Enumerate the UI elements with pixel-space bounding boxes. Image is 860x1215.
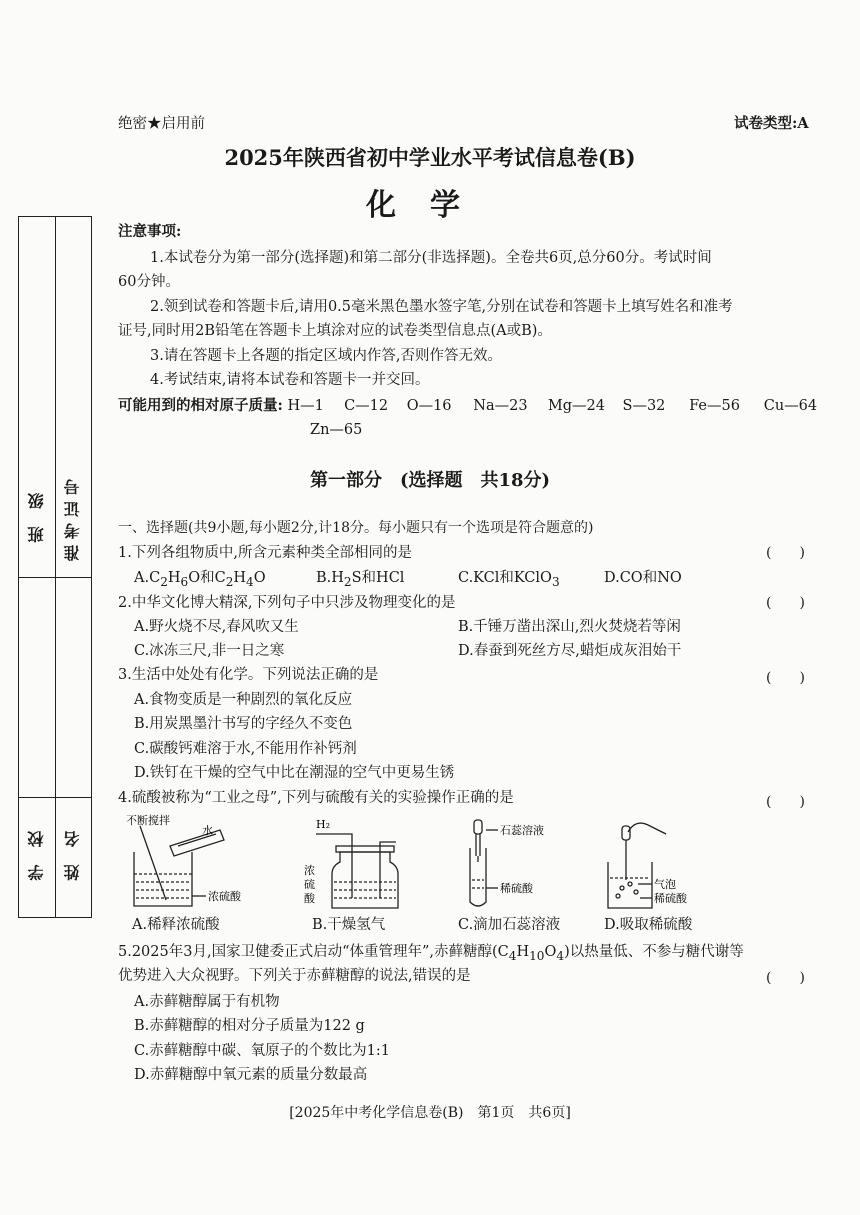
q5-option-a: A.赤藓糖醇属于有机物: [134, 994, 280, 1010]
fig-d-label: 稀硫酸: [654, 892, 687, 905]
divider-line: [19, 797, 91, 798]
q5-option-b: B.赤藓糖醇的相对分子质量为122 g: [134, 1018, 365, 1034]
q2-option-b: B.千锤万凿出深山,烈火焚烧若等闲: [458, 619, 681, 635]
question-3-stem: 3.生活中处处有化学。下列说法正确的是: [118, 667, 379, 683]
binding-margin-box: [18, 216, 92, 918]
fig-c-label: 石蕊溶液: [500, 824, 544, 837]
question-5-stem-cont: 优势进入大众视野。下列关于赤藓糖醇的说法,错误的是: [118, 968, 471, 984]
class-label: 班 级: [27, 487, 46, 543]
atomic-mass: Mg—24: [547, 398, 605, 414]
fig-b-label: 浓: [304, 864, 315, 877]
atomic-mass-line2: Zn—65: [310, 422, 363, 438]
page-footer: [2025年中考化学信息卷(B) 第1页 共6页]: [289, 1105, 571, 1121]
question-4-stem: 4.硫酸被称为“工业之母”,下列与硫酸有关的实验操作正确的是: [118, 790, 514, 806]
section-title: 第一部分 (选择题 共18分): [309, 470, 551, 491]
atomic-mass: S—32: [622, 398, 666, 414]
q1-option-b: $B.H_2S$和HCl: [316, 570, 405, 589]
q2-option-a: A.野火烧不尽,春风吹又生: [134, 619, 299, 635]
answer-blank: ( ): [766, 970, 805, 986]
fig-b-label: 硫: [304, 878, 315, 891]
atomic-mass: H—1: [287, 398, 324, 414]
q5-option-d: D.赤藓糖醇中氧元素的质量分数最高: [134, 1067, 368, 1083]
atomic-mass: Cu—64: [763, 398, 818, 414]
q4-option-a: A.稀释浓硫酸: [132, 917, 220, 933]
q2-option-c: C.冰冻三尺,非一日之寒: [134, 643, 285, 659]
atomic-masses-row: [118, 396, 817, 416]
fig-b-label: H₂: [316, 818, 331, 831]
fig-a-label: 水: [202, 824, 213, 837]
atomic-masses-label: 可能用到的相对原子质量:: [118, 397, 283, 414]
note-4: 4.考试结束,请将本试卷和答题卡一并交回。: [150, 372, 430, 388]
q1-option-c: C.KCl和KClO$_3$: [458, 570, 560, 589]
answer-blank: ( ): [766, 545, 805, 561]
q2-option-d: D.春蚕到死丝方尽,蜡炬成灰泪始干: [458, 643, 682, 659]
atomic-mass: C—12: [344, 398, 389, 414]
question-5-stem: 5.2025年3月,国家卫健委正式启动“体重管理年”,赤藓糖醇$(C_4H_{10}O_4)$以热量低、不参与糖代谢等: [118, 944, 744, 963]
q3-option-d: D.铁钉在干燥的空气中比在潮湿的空气中更易生锈: [134, 765, 455, 781]
q5-option-c: C.赤藓糖醇中碳、氧原子的个数比为1:1: [134, 1043, 391, 1059]
fig-d-label: 气泡: [654, 878, 676, 891]
fig-b-wash-bottle-icon: [316, 834, 398, 908]
fig-c-dropper-icon: [470, 820, 498, 906]
question-2-stem: 2.中华文化博大精深,下列句子中只涉及物理变化的是: [118, 595, 456, 611]
confidential-mark: 绝密★启用前: [118, 116, 205, 132]
question-1-stem: 1.下列各组物质中,所含元素种类全部相同的是: [118, 545, 412, 561]
q3-option-a: A.食物变质是一种剧烈的氧化反应: [134, 692, 353, 708]
fig-a-label: 不断搅拌: [126, 814, 170, 827]
atomic-mass: Na—23: [473, 398, 528, 414]
note-1-cont: 60分钟。: [118, 274, 180, 290]
q3-option-c: C.碳酸钙难溶于水,不能用作补钙剂: [134, 741, 357, 757]
notes-heading: 注意事项:: [118, 223, 182, 240]
note-1: 1.本试卷分为第一部分(选择题)和第二部分(非选择题)。全卷共6页,总分60分。考试时间: [150, 250, 712, 266]
q4-figures: [126, 812, 806, 912]
answer-blank: ( ): [766, 794, 805, 810]
q1-option-d: D.CO和NO: [604, 570, 682, 586]
q4-option-c: C.滴加石蕊溶液: [458, 917, 561, 933]
atomic-mass: Fe—56: [689, 398, 740, 414]
fig-b-label: 酸: [304, 892, 315, 905]
fig-c-label: 稀硫酸: [500, 882, 533, 895]
q4-option-d: D.吸取稀硫酸: [604, 917, 693, 933]
subject-title: 化学: [366, 188, 494, 223]
fig-a-label: 浓硫酸: [208, 890, 241, 903]
divider-line: [55, 217, 56, 917]
name-label: 姓 名: [63, 825, 82, 881]
school-label: 学 校: [27, 825, 46, 881]
note-3: 3.请在答题卡上各题的指定区域内作答,否则作答无效。: [150, 348, 502, 364]
exam-id-label: 准考证号: [63, 473, 82, 561]
q4-option-b: B.干燥氢气: [312, 917, 386, 933]
paper-type: 试卷类型:A: [734, 115, 809, 132]
divider-line: [19, 577, 91, 578]
q3-option-b: B.用炭黑墨汁书写的字经久不变色: [134, 716, 353, 732]
section-instruction: 一、选择题(共9小题,每小题2分,计18分。每小题只有一个选项是符合题意的): [118, 520, 594, 536]
answer-blank: ( ): [766, 595, 805, 611]
exam-title: 2025年陕西省初中学业水平考试信息卷(B): [224, 145, 636, 170]
answer-blank: ( ): [766, 670, 805, 686]
note-2-cont: 证号,同时用2B铅笔在答题卡上填涂对应的试卷类型信息点(A或B)。: [118, 323, 552, 339]
note-2: 2.领到试卷和答题卡后,请用0.5毫米黑色墨水签字笔,分别在试卷和答题卡上填写姓名和准考: [150, 299, 733, 315]
atomic-mass: O—16: [406, 398, 452, 414]
q1-option-a: $A.C_2H_6O$和$C_2H_4O$: [134, 570, 266, 589]
